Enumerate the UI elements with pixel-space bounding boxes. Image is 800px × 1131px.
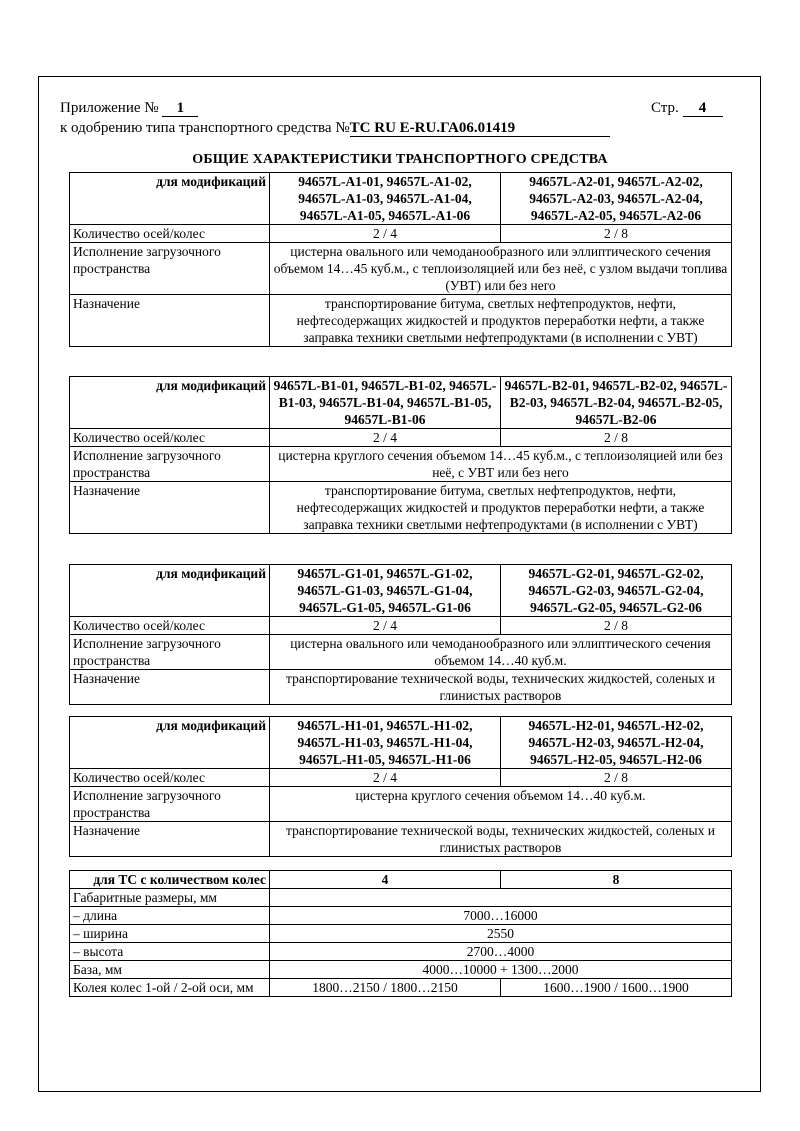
appendix-label: Приложение № (60, 100, 159, 116)
mods-right: 94657L-H2-01, 94657L-H2-02, 94657L-H2-03, 94657L-H2-04, 94657L-H2-05, 94657L-H2-06 (501, 717, 732, 769)
body-value: цистерна круглого сечения объемом 14…45 куб.м., с теплоизоляцией или без неё, с УВТ или без него (270, 447, 732, 482)
table-row (70, 173, 732, 225)
mod-header: для модификаций (70, 173, 270, 225)
page-label: Стр. (651, 100, 679, 116)
mods-left: 94657L-H1-01, 94657L-H1-02, 94657L-H1-03, 94657L-H1-04, 94657L-H1-05, 94657L-H1-06 (270, 717, 501, 769)
length-label: – длина (70, 907, 270, 925)
overall-dims-label: Габаритные размеры, мм (70, 889, 270, 907)
table-row (70, 670, 732, 705)
body-value: цистерна круглого сечения объемом 14…40 куб.м. (270, 787, 732, 822)
mod-header: для модификаций (70, 377, 270, 429)
appendix-line (60, 99, 198, 117)
table-row (70, 961, 732, 979)
mod-header: для модификаций (70, 717, 270, 769)
axles-right: 2 / 8 (501, 617, 732, 635)
table-row (70, 769, 732, 787)
track-label: Колея колес 1-ой / 2-ой оси, мм (70, 979, 270, 997)
table-row (70, 925, 732, 943)
table-row (70, 447, 732, 482)
wheels-header: для ТС с количеством колес (70, 871, 270, 889)
body-label: Исполнение загрузочного пространства (70, 243, 270, 295)
body-label: Исполнение загрузочного пространства (70, 635, 270, 670)
wheelbase-label: База, мм (70, 961, 270, 979)
mods-left: 94657L-A1-01, 94657L-A1-02, 94657L-A1-03, 94657L-A1-04, 94657L-A1-05, 94657L-A1-06 (270, 173, 501, 225)
table-row (70, 377, 732, 429)
body-label: Исполнение загрузочного пространства (70, 447, 270, 482)
approval-line (60, 119, 610, 137)
table-row (70, 889, 732, 907)
table-row (70, 822, 732, 857)
purpose-value: транспортирование битума, светлых нефтепродуктов, нефти, нефтесодержащих жидкостей и продуктов переработки нефти, а также заправка техники светлыми нефтепродуктами (в исполнении с УВТ) (270, 482, 732, 534)
axles-right: 2 / 8 (501, 769, 732, 787)
axles-left: 2 / 4 (270, 769, 501, 787)
mods-right: 94657L-G2-01, 94657L-G2-02, 94657L-G2-03, 94657L-G2-04, 94657L-G2-05, 94657L-G2-06 (501, 565, 732, 617)
mod-header: для модификаций (70, 565, 270, 617)
table-row (70, 482, 732, 534)
col-8-wheels: 8 (501, 871, 732, 889)
page-line (651, 99, 723, 117)
spec-table-a (69, 172, 732, 347)
axles-label: Количество осей/колес (70, 429, 270, 447)
table-row (70, 787, 732, 822)
axles-label: Количество осей/колес (70, 769, 270, 787)
table-row (70, 871, 732, 889)
spec-table-b (69, 376, 732, 534)
axles-label: Количество осей/колес (70, 617, 270, 635)
table-row (70, 429, 732, 447)
axles-right: 2 / 8 (501, 429, 732, 447)
body-value: цистерна овального или чемоданообразного или эллиптического сечения объемом 14…40 куб.м. (270, 635, 732, 670)
axles-left: 2 / 4 (270, 429, 501, 447)
axles-left: 2 / 4 (270, 225, 501, 243)
table-row (70, 635, 732, 670)
approval-number: TC RU E-RU.ГА06.01419 (350, 120, 610, 137)
purpose-label: Назначение (70, 822, 270, 857)
table-row (70, 565, 732, 617)
spec-table-g (69, 564, 732, 705)
spec-table-h (69, 716, 732, 857)
body-label: Исполнение загрузочного пространства (70, 787, 270, 822)
appendix-number: 1 (162, 100, 198, 117)
length-value: 7000…16000 (270, 907, 732, 925)
track-4-value: 1800…2150 / 1800…2150 (270, 979, 501, 997)
purpose-value: транспортирование технической воды, технических жидкостей, соленых и глинистых растворов (270, 670, 732, 705)
wheelbase-value: 4000…10000 + 1300…2000 (270, 961, 732, 979)
table-row (70, 617, 732, 635)
page-number: 4 (683, 100, 723, 117)
overall-dims-value (270, 889, 732, 907)
purpose-label: Назначение (70, 670, 270, 705)
purpose-label: Назначение (70, 295, 270, 347)
mods-left: 94657L-G1-01, 94657L-G1-02, 94657L-G1-03, 94657L-G1-04, 94657L-G1-05, 94657L-G1-06 (270, 565, 501, 617)
purpose-value: транспортирование битума, светлых нефтепродуктов, нефти, нефтесодержащих жидкостей и продуктов переработки нефти, а также заправка техники светлыми нефтепродуктами (в исполнении с УВТ) (270, 295, 732, 347)
purpose-label: Назначение (70, 482, 270, 534)
height-label: – высота (70, 943, 270, 961)
table-row (70, 295, 732, 347)
document-title: ОБЩИЕ ХАРАКТЕРИСТИКИ ТРАНСПОРТНОГО СРЕДСТВА (192, 152, 608, 167)
table-row (70, 717, 732, 769)
mods-left: 94657L-B1-01, 94657L-B1-02, 94657L-B1-03, 94657L-B1-04, 94657L-B1-05, 94657L-B1-06 (270, 377, 501, 429)
height-value: 2700…4000 (270, 943, 732, 961)
width-value: 2550 (270, 925, 732, 943)
axles-left: 2 / 4 (270, 617, 501, 635)
table-row (70, 225, 732, 243)
mods-right: 94657L-A2-01, 94657L-A2-02, 94657L-A2-03, 94657L-A2-04, 94657L-A2-05, 94657L-A2-06 (501, 173, 732, 225)
dimensions-table (69, 870, 732, 997)
approval-label: к одобрению типа транспортного средства № (60, 120, 350, 136)
col-4-wheels: 4 (270, 871, 501, 889)
axles-label: Количество осей/колес (70, 225, 270, 243)
width-label: – ширина (70, 925, 270, 943)
table-row (70, 943, 732, 961)
axles-right: 2 / 8 (501, 225, 732, 243)
table-row (70, 907, 732, 925)
track-8-value: 1600…1900 / 1600…1900 (501, 979, 732, 997)
purpose-value: транспортирование технической воды, технических жидкостей, соленых и глинистых растворов (270, 822, 732, 857)
mods-right: 94657L-B2-01, 94657L-B2-02, 94657L-B2-03, 94657L-B2-04, 94657L-B2-05, 94657L-B2-06 (501, 377, 732, 429)
table-row (70, 979, 732, 997)
table-row (70, 243, 732, 295)
body-value: цистерна овального или чемоданообразного или эллиптического сечения объемом 14…45 куб.м., с теплоизоляцией или без неё, с узлом выдачи топлива (УВТ) или без него (270, 243, 732, 295)
